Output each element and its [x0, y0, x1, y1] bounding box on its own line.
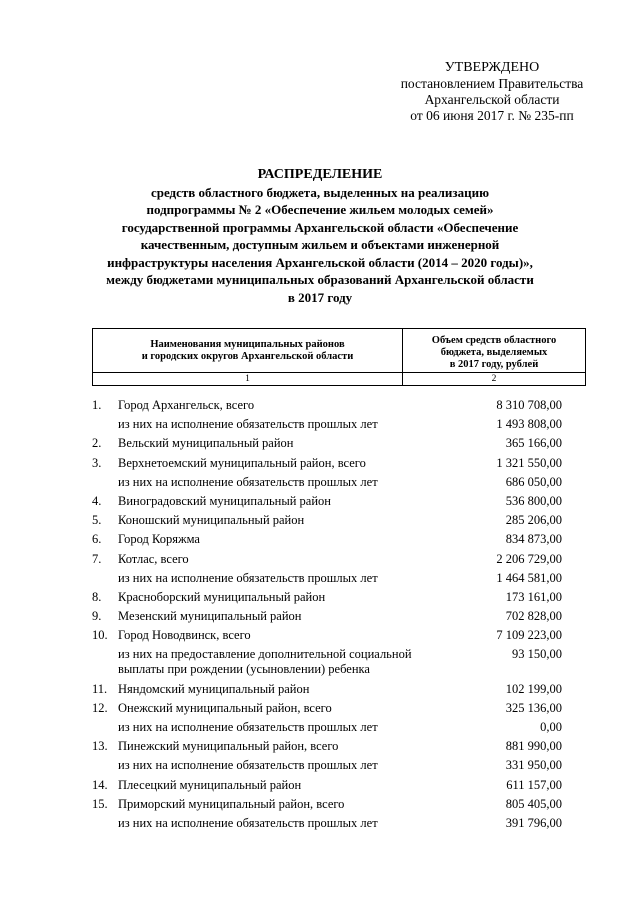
table-row: [92, 797, 586, 812]
table-row: [92, 758, 586, 773]
distribution-table: [92, 398, 586, 835]
row-name: из них на исполнение обязательств прошлых лет: [118, 815, 378, 830]
table-row: [92, 532, 586, 547]
document-title: [70, 166, 570, 306]
row-number: 2.: [92, 436, 102, 451]
row-number: 13.: [92, 739, 108, 754]
table-row: [92, 494, 586, 509]
title-line: инфраструктуры населения Архангельской области (2014 – 2020 годы)»,: [107, 254, 533, 270]
header-text: Объем средств областного: [431, 334, 557, 346]
table-row: [92, 647, 586, 677]
row-number: 6.: [92, 532, 102, 547]
table-row: [92, 720, 586, 735]
row-name: Плесецкий муниципальный район: [118, 777, 302, 792]
header-text: бюджета, выделяемых: [440, 346, 548, 358]
row-value: 702 828,00: [505, 609, 562, 624]
table-row: [92, 475, 586, 490]
table-row: [92, 513, 586, 528]
approval-line: Архангельской области: [424, 92, 560, 107]
row-name: из них на предоставление дополнительной социальной выплаты при рождении (усыновлении) ребенка: [118, 647, 412, 677]
row-name: Мезенский муниципальный район: [118, 609, 302, 624]
table-row: [92, 609, 586, 624]
row-value: 611 157,00: [506, 777, 562, 792]
row-name: Верхнетоемский муниципальный район, всего: [118, 455, 366, 470]
row-name: Приморский муниципальный район, всего: [118, 796, 345, 811]
row-value: 1 321 550,00: [496, 455, 562, 470]
row-number: 12.: [92, 700, 108, 715]
row-value: 536 800,00: [505, 493, 562, 508]
row-name: Вельский муниципальный район: [118, 436, 294, 451]
table-row: [92, 816, 586, 831]
approval-date: от 06 июня 2017 г. № 235-пп: [410, 108, 574, 123]
table-row: [92, 552, 586, 567]
row-value: 93 150,00: [512, 647, 562, 662]
row-number: 11.: [92, 681, 108, 696]
table-row: [92, 739, 586, 754]
approval-block: [378, 60, 606, 124]
row-name: из них на исполнение обязательств прошлых лет: [118, 570, 378, 585]
row-number: 7.: [92, 551, 102, 566]
title-heading: РАСПРЕДЕЛЕНИЕ: [257, 167, 383, 182]
title-line: средств областного бюджета, выделенных на реализацию: [150, 184, 490, 200]
row-value: 173 161,00: [505, 589, 562, 604]
row-name: Няндомский муниципальный район: [118, 681, 310, 696]
title-line: подпрограммы № 2 «Обеспечение жильем молодых семей»: [146, 202, 494, 217]
row-name: Город Коряжма: [118, 532, 200, 547]
row-name: Онежский муниципальный район, всего: [118, 700, 332, 715]
column-number-2: 2: [491, 374, 497, 384]
row-name: Коношский муниципальный район: [118, 513, 305, 528]
row-name: Город Архангельск, всего: [118, 398, 255, 412]
table-row: [92, 398, 586, 413]
column-header-amount: [403, 329, 585, 373]
row-name: из них на исполнение обязательств прошлых лет: [118, 758, 378, 773]
approval-line: постановлением Правительства: [400, 76, 584, 91]
column-number-1: 1: [93, 373, 403, 385]
table-row: [92, 417, 586, 432]
title-line: качественным, доступным жильем и объектами инженерной: [140, 237, 500, 252]
row-value: 102 199,00: [505, 681, 562, 696]
header-text: в 2017 году, рублей: [449, 358, 539, 370]
row-name: Виноградовский муниципальный район: [118, 493, 331, 508]
table-row: [92, 682, 586, 697]
header-text: Наименования муниципальных районов: [150, 338, 345, 350]
row-value: 331 950,00: [505, 758, 562, 773]
row-name: Город Новодвинск, всего: [118, 628, 251, 643]
table-row: [92, 778, 586, 793]
row-value: 834 873,00: [505, 532, 562, 547]
row-name: из них на исполнение обязательств прошлых лет: [118, 474, 378, 489]
row-number: 8.: [92, 589, 102, 604]
row-name: из них на исполнение обязательств прошлых лет: [118, 417, 378, 432]
row-number: 15.: [92, 796, 108, 811]
row-number: 3.: [92, 455, 102, 470]
row-value: 2 206 729,00: [496, 551, 562, 566]
row-name: из них на исполнение обязательств прошлых лет: [118, 720, 378, 734]
title-line: в 2017 году: [287, 289, 353, 305]
row-value: 1 493 808,00: [496, 417, 562, 432]
table-row: [92, 628, 586, 643]
row-value: 391 796,00: [505, 815, 562, 830]
table-row: [92, 456, 586, 471]
title-line: между бюджетами муниципальных образований Архангельской области: [106, 272, 534, 287]
table-row: [92, 701, 586, 716]
row-name: Пинежский муниципальный район, всего: [118, 739, 339, 754]
row-number: 5.: [92, 513, 102, 528]
header-text: и городских округов Архангельской области: [141, 350, 354, 362]
row-value: 0,00: [540, 720, 562, 734]
row-value: 8 310 708,00: [496, 398, 562, 412]
row-value: 805 405,00: [505, 796, 562, 811]
table-header: [92, 328, 586, 386]
table-row: [92, 436, 586, 451]
row-value: 7 109 223,00: [496, 628, 562, 643]
row-value: 325 136,00: [505, 700, 562, 715]
row-name: Котлас, всего: [118, 551, 189, 566]
row-value: 285 206,00: [505, 513, 562, 528]
row-number: 14.: [92, 777, 108, 792]
table-row: [92, 590, 586, 605]
column-header-name: [93, 329, 403, 373]
title-line: государственной программы Архангельской области «Обеспечение: [121, 219, 519, 235]
row-number: 4.: [92, 493, 102, 508]
row-value: 365 166,00: [505, 436, 562, 451]
row-value: 881 990,00: [505, 739, 562, 754]
row-value: 1 464 581,00: [496, 570, 562, 585]
row-number: 1.: [92, 398, 102, 412]
table-row: [92, 571, 586, 586]
row-value: 686 050,00: [505, 474, 562, 489]
approval-heading: УТВЕРЖДЕНО: [444, 60, 540, 75]
row-number: 10.: [92, 628, 108, 643]
row-number: 9.: [92, 609, 102, 624]
row-name: Красноборский муниципальный район: [118, 589, 326, 604]
